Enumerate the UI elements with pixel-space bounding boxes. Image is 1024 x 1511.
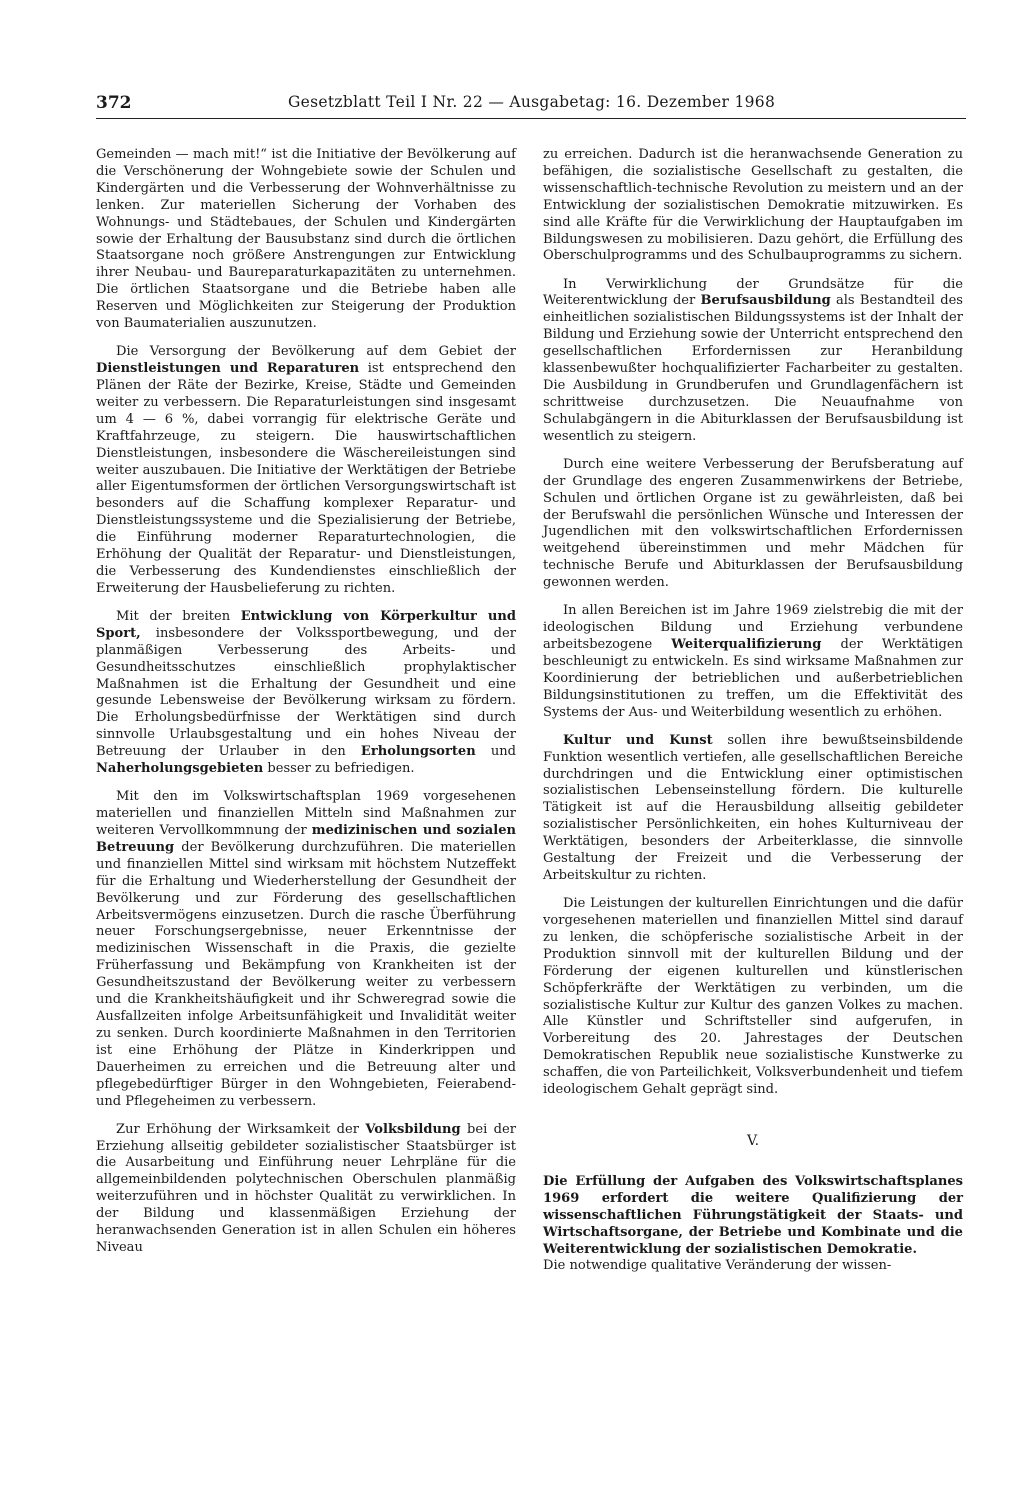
paragraph: Kultur und Kunst sollen ihre bewußtseinsbildende Funktion wesentlich vertiefen, alle gesellschaftlichen Bereiche durchdringen und die Entwicklung einer optimistischen sozialistischen Lebenseinstellung fördern. Die kulturelle Tätigkeit ist auf die Herausbildung allseitig gebildeter sozialistischer Persönlichkeiten, ein hohes Kulturniveau der Werktätigen, besonders der Arbeiterklasse, die sinnvolle Gestaltung der Freizeit und die Verbesserung der Arbeitskultur zu richten. bbox=[543, 732, 963, 883]
bold-term: Berufsausbildung bbox=[700, 293, 831, 309]
paragraph: Gemeinden — mach mit!“ ist die Initiative der Bevölkerung auf die Verschönerung der Wohngebiete sowie der Schulen und Kindergärten und die Verbesserung der Wohnverhältnisse zu lenken. Zur materiellen Sicherung der Vorhaben des Wohnungs- und Städtebaues, der Schulen und Kindergärten sowie der Erhaltung der Bausubstanz sind durch die örtlichen Staatsorgane noch größere Anstrengungen zur Entwicklung ihrer Neubau- und Baureparaturkapazitäten zu unternehmen. Die örtlichen Staatsorgane und die Betriebe haben alle Reserven und Möglichkeiten zur Steigerung der Produktion von Baumaterialien auszunutzen. bbox=[96, 147, 516, 332]
paragraph: Die Versorgung der Bevölkerung auf dem Gebiet der Dienstleistungen und Reparaturen ist entsprechend den Plänen der Räte der Bezirke, Kreise, Städte und Gemeinden weiter zu verbessern. Die Reparaturleistungen sind insgesamt um 4 — 6 %, dabei vorrangig für elektrische Geräte und Kraftfahrzeuge, zu steigern. Die hauswirtschaftlichen Dienstleistungen, insbesondere die Wäschereileistungen sind weiter auszubauen. Die Initiative der Werktätigen der Betriebe aller Eigentumsformen der örtlichen Versorgungswirtschaft ist besonders auf die Schaffung komplexer Reparatur- und Dienstleistungssysteme und die Spezialisierung der Betriebe, die Einführung moderner Reparaturtechnologien, die Erhöhung der Qualität der Reparatur- und Dienstleistungen, die Verbesserung des Kundendienstes einschließlich der Erweiterung der Hausbelieferung zu richten. bbox=[96, 344, 516, 596]
section-lead: Die Erfüllung der Aufgaben des Volkswirtschaftsplanes 1969 erfordert die weitere Qualifizierung der wissenschaftlichen Führungstätigkeit der Staats- und Wirtschaftsorgane, der Betriebe und Kombinate und die Weiterentwicklung der sozialistischen Demokratie. bbox=[543, 1173, 963, 1257]
right-column bbox=[543, 147, 963, 1275]
paragraph: Zur Erhöhung der Wirksamkeit der Volksbildung bei der Erziehung allseitig gebildeter sozialistischer Staatsbürger ist die Ausarbeitung und Einführung neuer Lehrpläne für die allgemeinbildenden polytechnischen Oberschulen planmäßig weiterzuführen und in höchster Qualität zu verwirklichen. In der Bildung und klassenmäßigen Erziehung der heranwachsenden Generation ist in allen Schulen ein höheres Niveau bbox=[96, 1121, 516, 1255]
paragraph: zu erreichen. Dadurch ist die heranwachsende Generation zu befähigen, die sozialistische Gesellschaft zu gestalten, die wissenschaftlich-technische Revolution zu meistern und an der Entwicklung der sozialistischen Demokratie mitzuwirken. Es sind alle Kräfte für die Verwirklichung der Hauptaufgaben im Bildungswesen zu mobilisieren. Dazu gehört, die Erfüllung des Oberschulprogramms und des Schulbauprogramms zu sichern. bbox=[543, 147, 963, 264]
paragraph: Mit den im Volkswirtschaftsplan 1969 vorgesehenen materiellen und finanziellen Mitteln sind Maßnahmen zur weiteren Vervollkommnung der medizinischen und sozialen Betreuung der Bevölkerung durchzuführen. Die materiellen und finanziellen Mittel sind wirksam mit höchstem Nutzeffekt für die Erhaltung und Wiederherstellung der Gesundheit der Bevölkerung und zur Förderung des gesellschaftlichen Arbeitsvermögens einzusetzen. Durch die rasche Überführung neuer Forschungsergebnisse, neuer Erkenntnisse der medizinischen Wissenschaft in die Praxis, die gezielte Früherfassung und Bekämpfung von Krankheiten ist der Gesundheitszustand der Bevölkerung weiter zu verbessern und die Krankheitshäufigkeit und ihr Schweregrad sowie die Ausfallzeiten infolge Arbeitsunfähigkeit und Invalidität weiter zu senken. Durch koordinierte Maßnahmen in den Territorien ist eine Erhöhung der Plätze in Kinderkrippen und Dauerheimen zu erreichen und die Betreuung alter und pflegebedürftiger Bürger in den Wohngebieten, Feierabend- und Pflegeheimen zu verbessern. bbox=[96, 789, 516, 1109]
bold-term: Entwicklung von Körperkultur und Sport, bbox=[96, 608, 516, 641]
section-tail: Die notwendige qualitative Veränderung der wissen- bbox=[543, 1258, 892, 1274]
header-title: Gesetzblatt Teil I Nr. 22 — Ausgabetag: 16. Dezember 1968 bbox=[288, 93, 776, 111]
header-rule bbox=[96, 118, 966, 119]
bold-term: medizinischen und sozialen Betreuung bbox=[96, 823, 516, 855]
paragraph: In allen Bereichen ist im Jahre 1969 zielstrebig die mit der ideologischen Bildung und Erziehung verbundene arbeitsbezogene Weiterqualifizierung der Werktätigen beschleunigt zu entwickeln. Es sind wirksame Maßnahmen zur Koordinierung der betrieblichen und außerbetrieblichen Bildungsinstitutionen zu treffen, um die Effektivität des Systems der Aus- und Weiterbildung wesentlich zu erhöhen. bbox=[543, 603, 963, 720]
paragraph: In Verwirklichung der Grundsätze für die Weiterentwicklung der Berufsausbildung als Bestandteil des einheitlichen sozialistischen Bildungssystems ist der Inhalt der Bildung und Erziehung sowie der Unterricht entsprechend den gesellschaftlichen Erfordernissen zur Heranbildung klassenbewußter hochqualifizierter Facharbeiter zu gestalten. Die Ausbildung in Grundberufen und Grundlagenfächern ist schrittweise durchzusetzen. Die Neuaufnahme von Schulabgängern in die Abiturklassen der Berufsausbildung ist wesentlich zu steigern. bbox=[543, 276, 964, 444]
paragraph: Mit der breiten Entwicklung von Körperkultur und Sport, insbesondere der Volkssportbewegung, und der planmäßigen Verbesserung des Arbeits- und Gesundheitsschutzes einschließlich prophylaktischer Maßnahmen ist die Erhaltung der Gesundheit und eine gesunde Lebensweise der Bevölkerung wirksam zu fördern. Die Erholungsbedürfnisse der Werktätigen sind durch sinnvolle Urlaubsgestaltung und ein hohes Niveau der Betreuung der Urlauber in den Erholungsorten und Naherholungsgebieten besser zu befriedigen. bbox=[96, 608, 516, 777]
bold-term: Kultur und Kunst bbox=[563, 732, 713, 748]
bold-term: Volksbildung bbox=[365, 1121, 461, 1137]
section-number: V. bbox=[746, 1132, 760, 1149]
bold-term: Dienstleistungen und Reparaturen bbox=[96, 361, 360, 377]
page-number: 372 bbox=[96, 93, 132, 113]
left-column bbox=[96, 147, 516, 1268]
page-header bbox=[96, 93, 966, 119]
bold-term: Erholungsorten bbox=[360, 744, 476, 760]
bold-term: Naherholungsgebieten bbox=[96, 761, 264, 777]
bold-term: Weiterqualifizierung bbox=[671, 637, 822, 653]
paragraph: Die Leistungen der kulturellen Einrichtungen und die dafür vorgesehenen materiellen und finanziellen Mittel sind darauf zu lenken, die schöpferische sozialistische Arbeit in der Produktion sinnvoll mit der kulturellen Bildung und der Förderung der eigenen kulturellen und künstlerischen Schöpferkräfte der Werktätigen zu verbinden, um die sozialistische Kultur zur Kultur des ganzen Volkes zu machen. Alle Künstler und Schriftsteller sind aufgerufen, in Vorbereitung des 20. Jahrestages der Deutschen Demokratischen Republik neue sozialistische Kunstwerke zu schaffen, die von Parteilichkeit, Volksverbundenheit und tiefem ideologischem Gehalt geprägt sind. bbox=[543, 896, 963, 1098]
paragraph: Durch eine weitere Verbesserung der Berufsberatung auf der Grundlage des engeren Zusammenwirkens der Betriebe, Schulen und örtlichen Organe ist zu gewährleisten, daß bei der Berufswahl die persönlichen Wünsche und Interessen der Jugendlichen mit den volkswirtschaftlichen Erfordernissen weitgehend übereinstimmen und mehr Mädchen für technische Berufe und Abiturklassen der Berufsausbildung gewonnen werden. bbox=[543, 456, 963, 591]
